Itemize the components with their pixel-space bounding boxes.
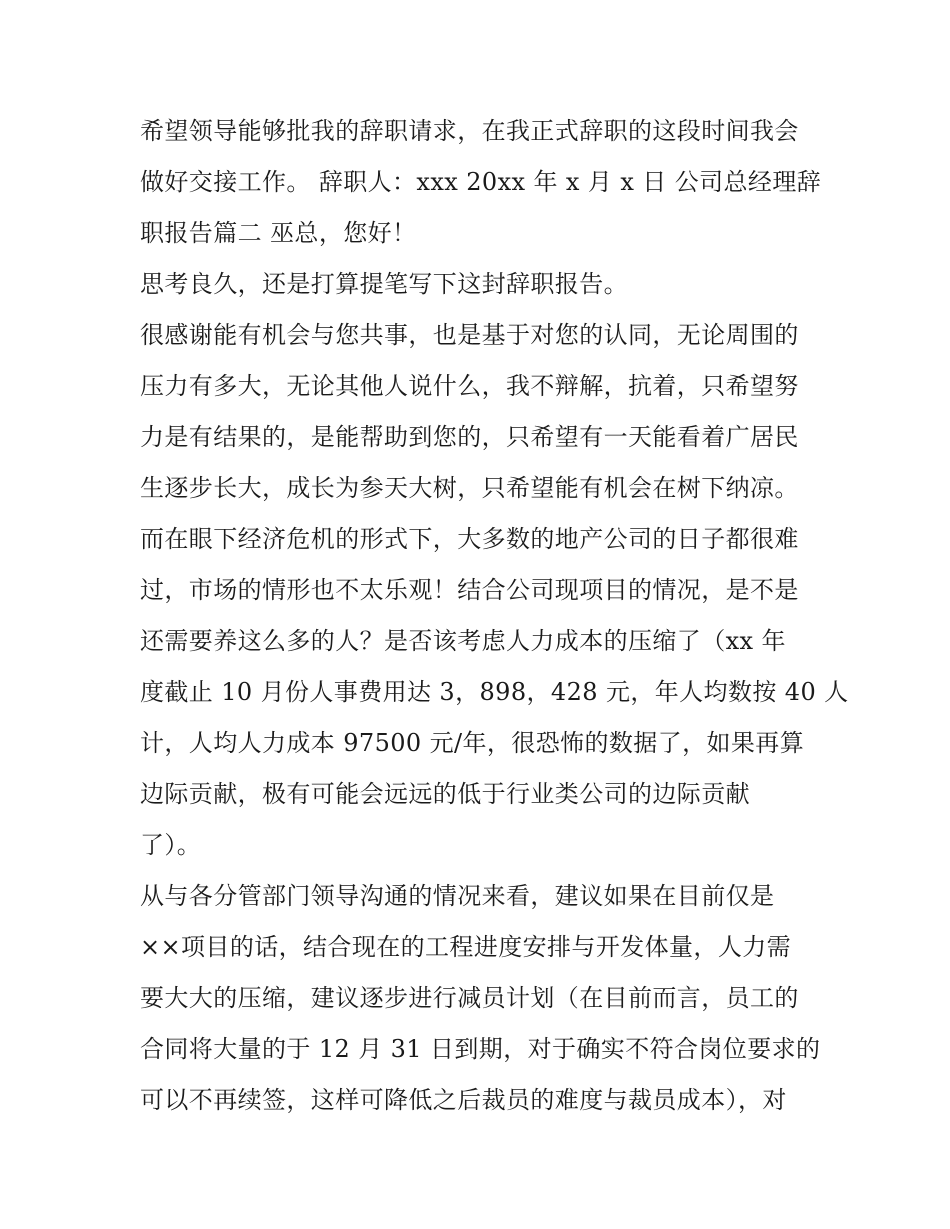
text-line: 思考良久，还是打算提笔写下这封辞职报告。 <box>140 270 628 298</box>
text-line: 了）。 <box>140 831 202 859</box>
text-line: 还需要养这么多的人？是否该考虑人力成本的压缩了（xx 年 <box>140 627 786 655</box>
text-line: 生逐步长大，成长为参天大树，只希望能有机会在树下纳凉。 <box>140 474 799 502</box>
text-line: 边际贡献，极有可能会远远的低于行业类公司的边际贡献 <box>140 780 750 808</box>
text-line: 职报告篇二 巫总，您好！ <box>140 219 417 247</box>
text-line: 要大大的压缩，建议逐步进行减员计划（在目前而言，员工的 <box>140 984 799 1012</box>
text-line: 希望领导能够批我的辞职请求，在我正式辞职的这段时间我会 <box>140 117 799 145</box>
text-line: 很感谢能有机会与您共事，也是基于对您的认同，无论周围的 <box>140 321 799 349</box>
document-body <box>140 106 849 1126</box>
text-line: 而在眼下经济危机的形式下，大多数的地产公司的日子都很难 <box>140 525 799 553</box>
text-line: 从与各分管部门领导沟通的情况来看，建议如果在目前仅是 <box>140 882 775 910</box>
text-line: 可以不再续签，这样可降低之后裁员的难度与裁员成本），对 <box>140 1086 787 1114</box>
text-line: 过，市场的情形也不太乐观！结合公司现项目的情况，是不是 <box>140 576 799 604</box>
text-line: 压力有多大，无论其他人说什么，我不辩解，抗着，只希望努 <box>140 372 799 400</box>
text-line: 力是有结果的，是能帮助到您的，只希望有一天能看着广居民 <box>140 423 799 451</box>
text-line: 合同将大量的于 12 月 31 日到期，对于确实不符合岗位要求的 <box>140 1035 821 1063</box>
text-line: 做好交接工作。 辞职人：xxx 20xx 年 x 月 x 日 公司总经理辞 <box>140 168 822 196</box>
text-line: 度截止 10 月份人事费用达 3，898，428 元，年人均数按 40 人 <box>140 678 849 706</box>
text-line: 计，人均人力成本 97500 元/年，很恐怖的数据了，如果再算 <box>140 729 805 757</box>
text-line: ××项目的话，结合现在的工程进度安排与开发体量，人力需 <box>140 933 792 961</box>
